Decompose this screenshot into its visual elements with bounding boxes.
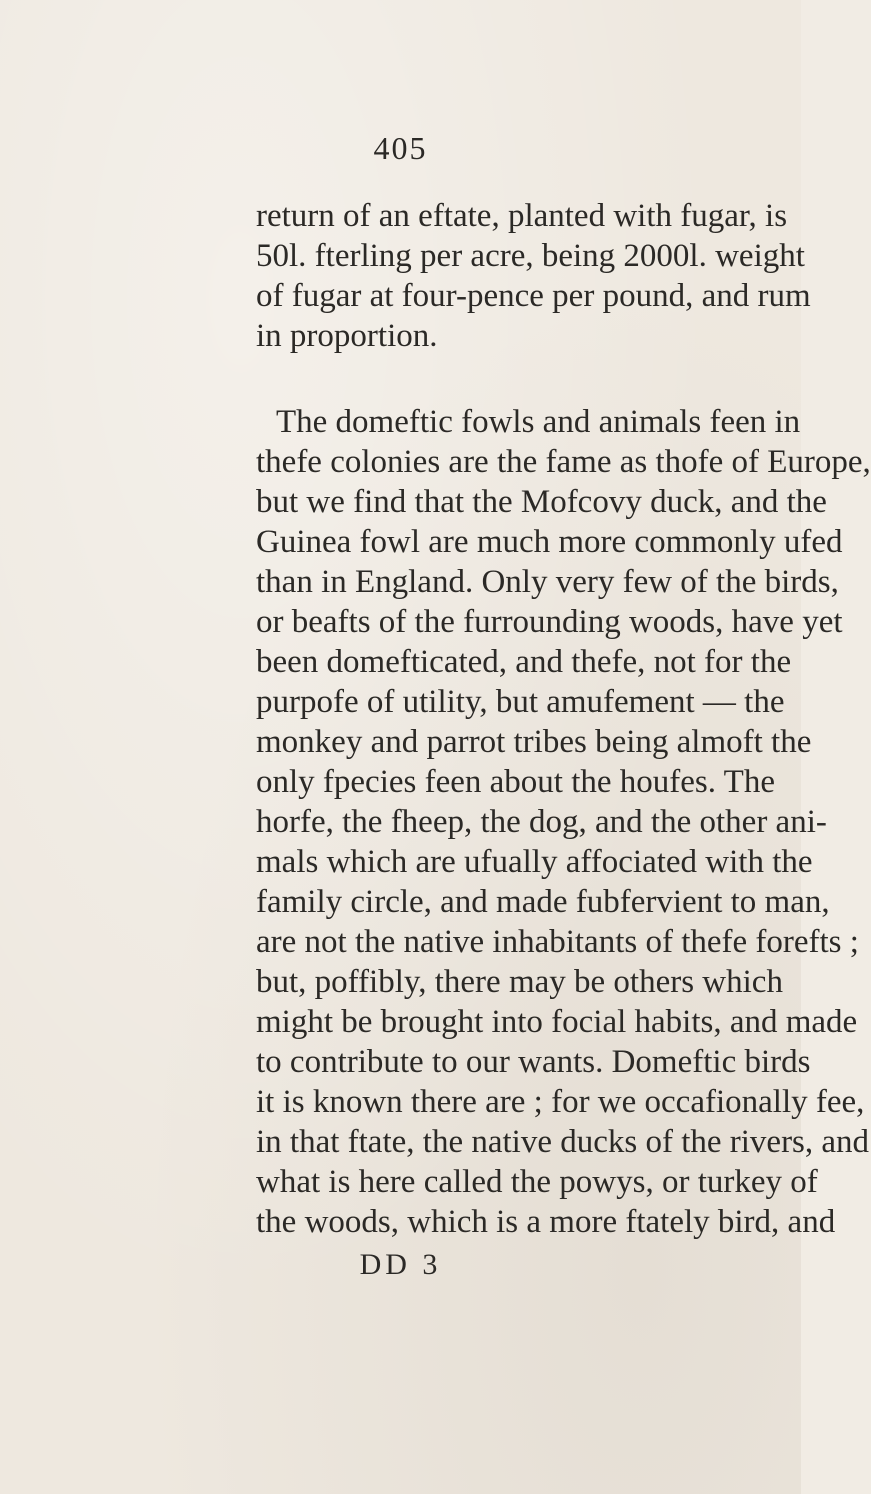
text-line: what is here called the powys, or turkey of xyxy=(256,1164,818,1200)
text-line: thefe colonies are the fame as thofe of Europe, xyxy=(256,444,871,480)
text-line: might be brought into focial habits, and made xyxy=(256,1004,858,1040)
text-line: monkey and parrot tribes being almoft the xyxy=(256,724,812,760)
text-line: been domefticated, and thefe, not for the xyxy=(256,644,792,680)
text-line: in proportion. xyxy=(256,318,438,354)
text-line: in that ftate, the native ducks of the rivers, and xyxy=(256,1124,870,1160)
text-line: to contribute to our wants. Domeftic birds xyxy=(256,1044,811,1080)
text-line: Guinea fowl are much more commonly ufed xyxy=(256,524,843,560)
text-line: horfe, the fheep, the dog, and the other ani- xyxy=(256,804,827,840)
text-line: 50l. fterling per acre, being 2000l. weight xyxy=(256,238,805,274)
text-line: but, poffibly, there may be others which xyxy=(256,964,783,1000)
text-line: only fpecies feen about the houfes. The xyxy=(256,764,775,800)
text-line: return of an eftate, planted with fugar, is xyxy=(256,198,788,234)
text-line: but we find that the Mofcovy duck, and the xyxy=(256,484,827,520)
text-line: it is known there are ; for we occafionally fee, xyxy=(256,1084,865,1120)
text-line: The domeftic fowls and animals feen in xyxy=(276,404,801,440)
text-line: are not the native inhabitants of thefe forefts ; xyxy=(256,924,859,960)
text-line: or beafts of the furrounding woods, have yet xyxy=(256,604,843,640)
text-line: mals which are ufually affociated with the xyxy=(256,844,813,880)
signature-mark: DD 3 xyxy=(359,1248,442,1281)
text-line: family circle, and made fubfervient to man, xyxy=(256,884,830,920)
text-line: purpofe of utility, but amufement — the xyxy=(256,684,785,720)
text-line: of fugar at four-pence per pound, and rum xyxy=(256,278,811,314)
text-line: the woods, which is a more ftately bird, and xyxy=(256,1204,836,1240)
text-line: than in England. Only very few of the birds, xyxy=(256,564,839,600)
page-number: 405 xyxy=(373,130,428,166)
